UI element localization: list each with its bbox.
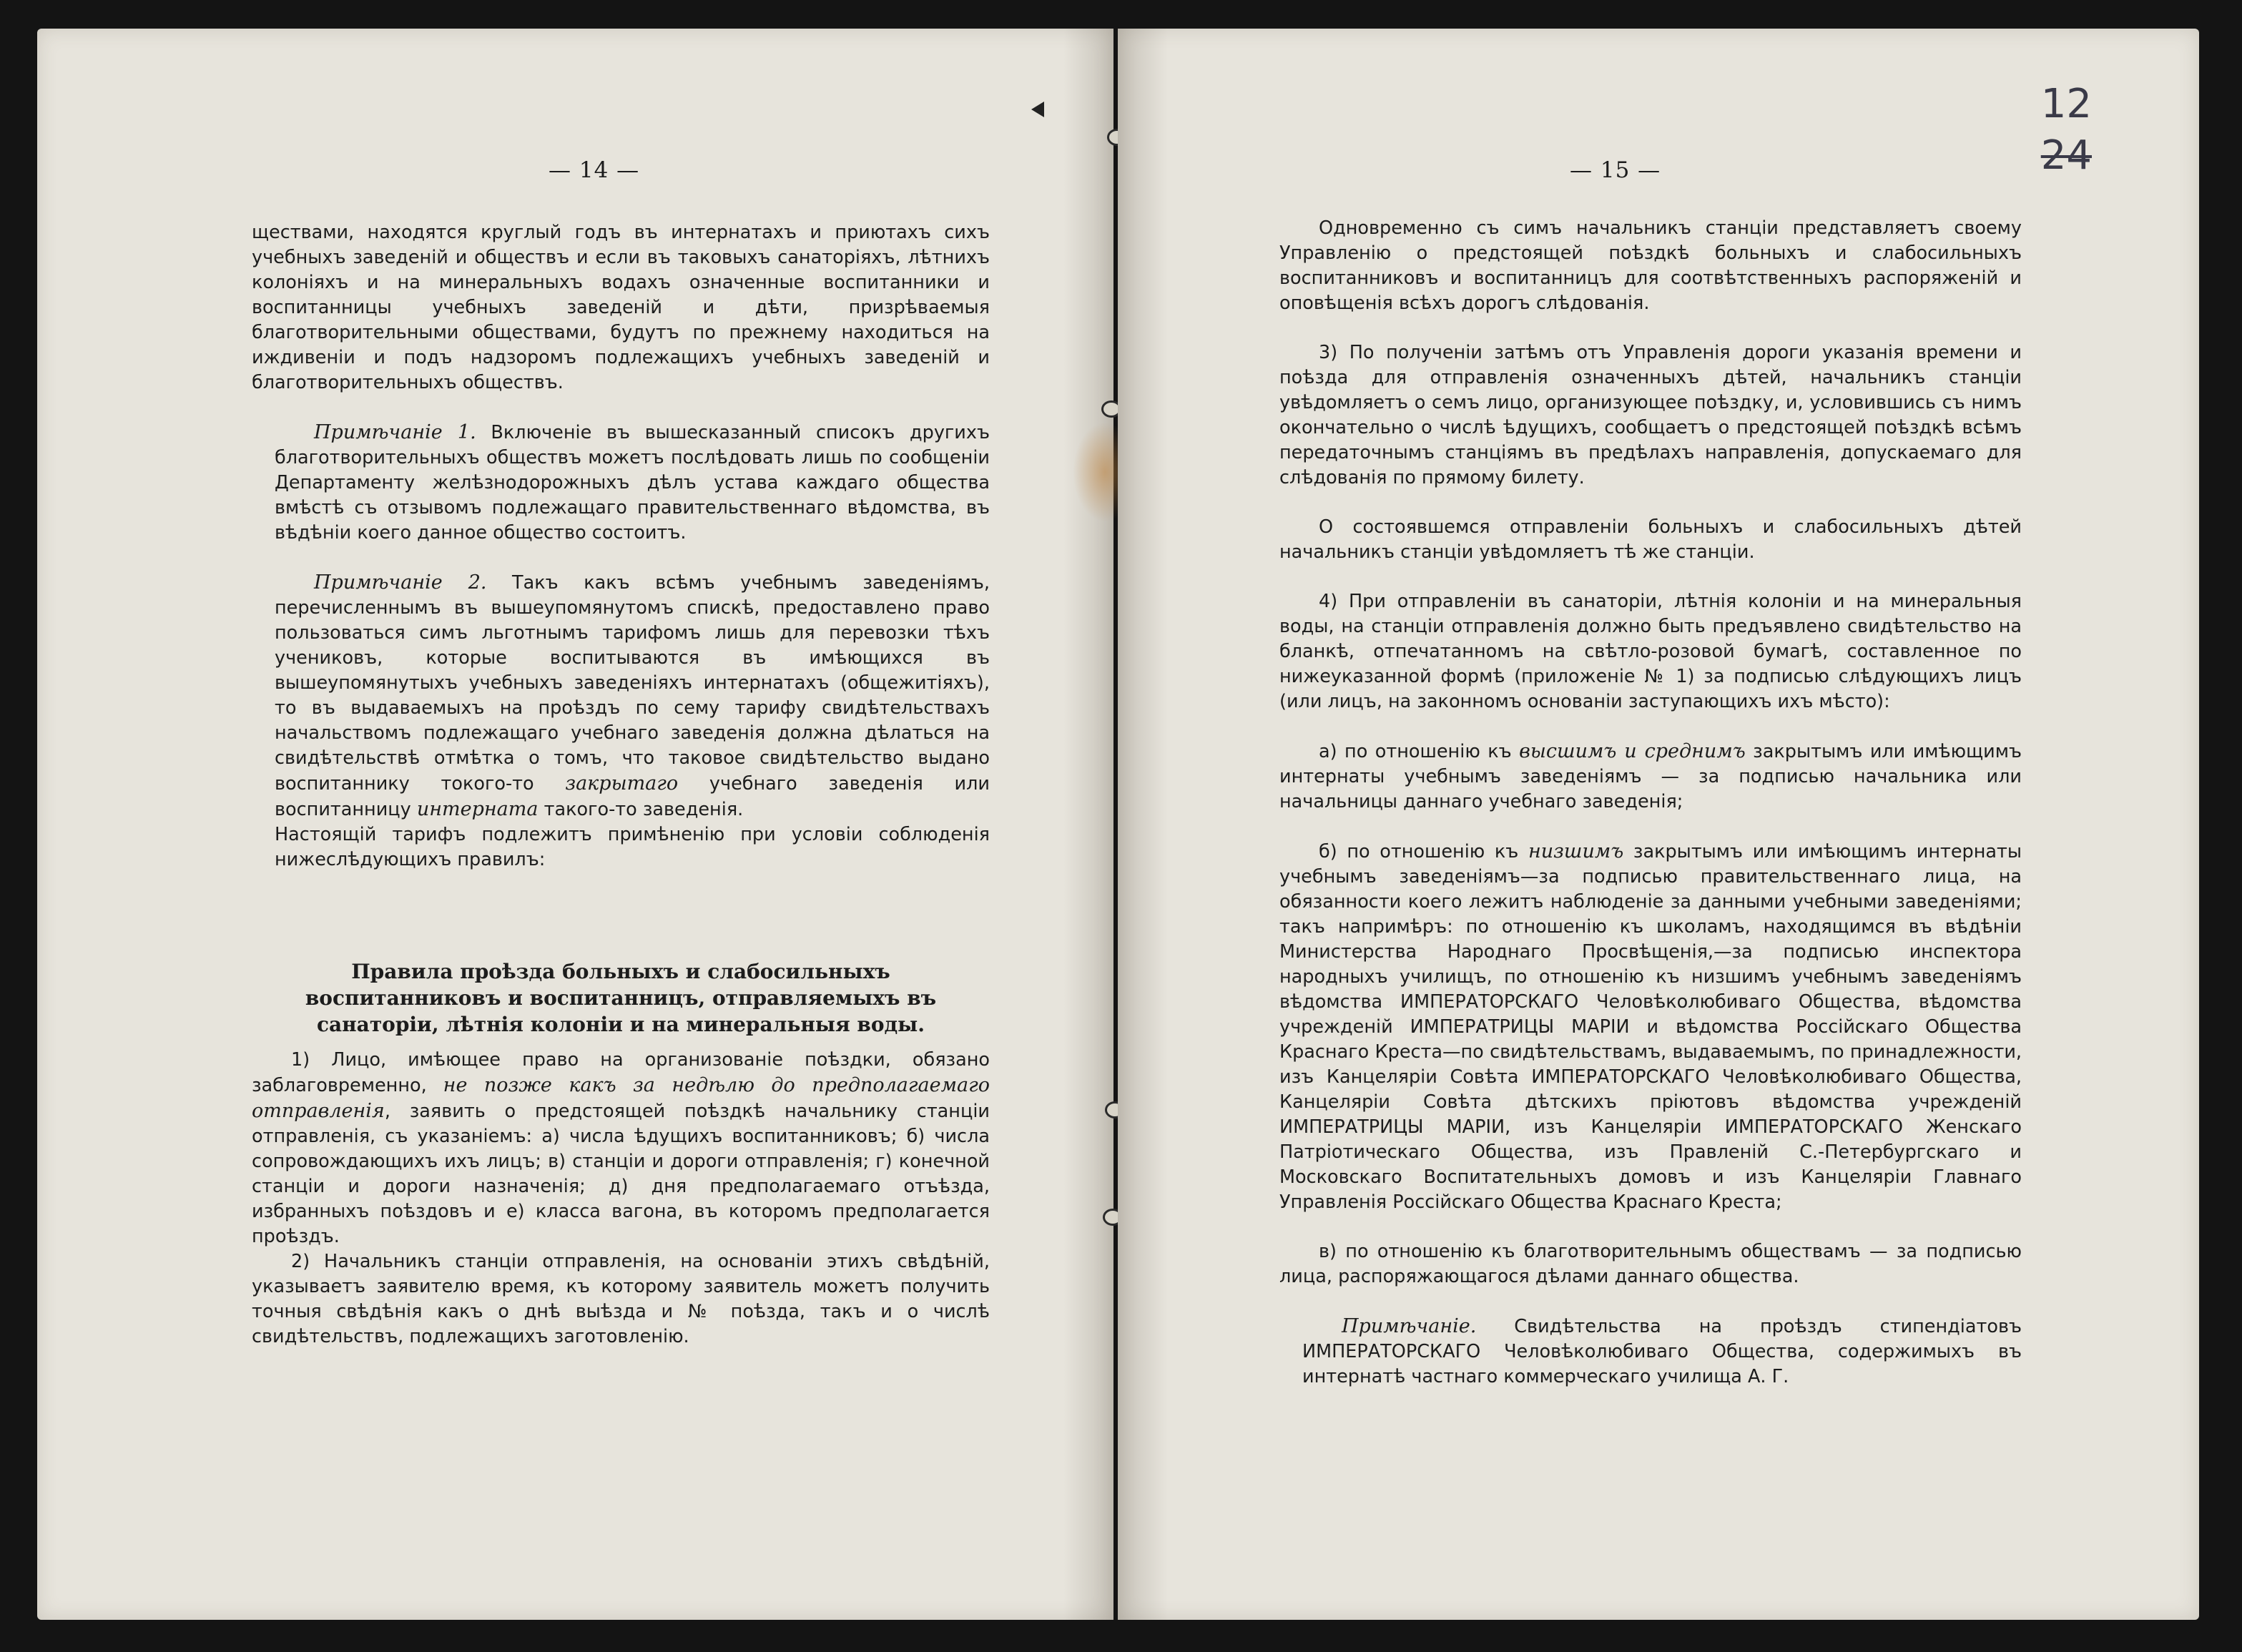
item-b: [1279, 839, 2022, 1215]
page-number-left: — 14 —: [549, 157, 640, 183]
note-2-text: учебнаго заведенія или воспитанницу: [275, 773, 990, 820]
rule-1-text: 1) Лицо, имѣющее право на организованіе поѣздки, обязано заблаговременно,: [252, 1049, 990, 1096]
intro-paragraph: ществами, находятся круглый годъ въ интернатахъ и приютахъ сихъ учебныхъ заведеній и обществъ и если въ таковыхъ санаторіяхъ, лѣтнихъ колоніяхъ и на минеральныхъ водахъ означенные воспитанники и воспитанницы учебныхъ заведеній и дѣти, призрѣваемыя благотворительными обществами, будутъ по прежнему находиться на иждивеніи и подъ надзоромъ подлежащихъ учебныхъ заведеній и благотворительныхъ обществъ.: [252, 222, 990, 393]
note-1-label: Примѣчаніе 1.: [314, 421, 476, 443]
item-c: в) по отношенію къ благотворительнымъ обществамъ — за подписью лица, распоряжающагося дѣлами даннаго общества.: [1279, 1241, 2022, 1287]
rule-1-text: , заявить о предстоящей поѣздкѣ начальнику станціи отправленія, съ указаніемъ: а) числа ѣдущихъ воспитанниковъ; б) числа сопровождающихъ ихъ лицъ; в) станціи и дороги отправленія; г) конечной станціи и дороги назначенія; д) дня предполагаемаго отъѣзда, избранныхъ поѣздовъ и е) класса вагона, въ которомъ предполагается проѣздъ.: [252, 1101, 990, 1247]
rule-1: [252, 1048, 990, 1249]
left-page: [37, 29, 1113, 1620]
paragraph-departure-notice: О состоявшемся отправленіи больныхъ и слабосильныхъ дѣтей начальникъ станціи увѣдомляетъ тѣ же станціи.: [1279, 516, 2022, 563]
right-note-text: Свидѣтельства на проѣздъ стипендіатовъ ИМПЕРАТОРСКАГО Человѣколюбиваго Общества, содержимыхъ въ интернатѣ частнаго коммерческаго училища А. Г.: [1302, 1316, 2022, 1387]
note-2-label: Примѣчаніе 2.: [314, 571, 487, 594]
fold-mark: [1031, 102, 1044, 117]
archival-number-crossed: 24: [2040, 132, 2092, 179]
rule-3: 3) По полученіи затѣмъ отъ Управленія дороги указанія времени и поѣзда для отправленія означенныхъ дѣтей, начальникъ станціи увѣдомляетъ о семъ лицо, организующее поѣздку, и, условившись съ нимъ окончательно о числѣ ѣдущихъ, сообщаетъ о предстоящей поѣздкѣ всѣмъ передаточнымъ станціямъ въ предѣлахъ направленія, допускаемаго для слѣдованія по прямому билету.: [1279, 342, 2022, 488]
archival-number: 12: [2040, 81, 2092, 127]
rule-2: 2) Начальникъ станціи отправленія, на основаніи этихъ свѣдѣній, указываетъ заявителю время, къ которому заявитель можетъ получить точныя свѣдѣнія какъ о днѣ выѣзда и № поѣзда, такъ и о числѣ свидѣтельствъ, подлежащихъ заготовленію.: [252, 1251, 990, 1347]
item-a-text: закрытымъ или имѣющимъ интернаты учебнымъ заведеніямъ — за подписью начальника или начальницы даннаго учебнаго заведенія;: [1279, 741, 2022, 812]
paragraph-notify-administration: Одновременно съ симъ начальникъ станціи представляетъ своему Управленію о предстоящей поѣздкѣ больныхъ и слабосильныхъ воспитанниковъ и воспитанницъ для соотвѣтственныхъ распоряженій и оповѣщенія всѣхъ дорогъ слѣдованія.: [1279, 217, 2022, 314]
note-1: [275, 420, 990, 546]
note-1-text: Включеніе въ вышесказанный списокъ другихъ благотворительныхъ обществъ можетъ послѣдовать лишь по сообщеніи Департаменту желѣзнодорожныхъ дѣлъ устава каждаго общества вмѣстѣ съ отзывомъ подлежащаго правительственнаго вѣдомства, въ вѣдѣніи коего данное общество состоитъ.: [275, 422, 990, 544]
rule-1-emphasis: не позже какъ за недѣлю до предполагаемаго отправленія: [252, 1074, 990, 1122]
gutter-shadow: [1063, 29, 1113, 1620]
item-a-emphasis: высшимъ и среднимъ: [1519, 740, 1746, 762]
note-2: [275, 570, 990, 822]
rules-heading: Правила проѣзда больныхъ и слабосильныхъ воспитанниковъ и воспитанницъ, отправляемыхъ въ санаторіи, лѣтнія колоніи и на минеральныя воды.: [305, 960, 937, 1036]
archival-folio: [2041, 79, 2092, 182]
tariff-sentence: Настоящій тарифъ подлежитъ примѣненію при условіи соблюденія нижеслѣдующихъ правилъ:: [275, 824, 990, 870]
right-page: [1118, 29, 2199, 1620]
left-text-column: [252, 220, 990, 1349]
note-2-emphasis: закрытаго: [565, 772, 679, 795]
note-2-text: такого-то заведенія.: [538, 799, 744, 820]
right-text-column: [1279, 216, 2022, 1390]
gutter-shadow: [1118, 29, 1168, 1620]
item-a-text: а) по отношенію къ: [1319, 741, 1520, 762]
item-b-emphasis: низшимъ: [1528, 840, 1624, 862]
item-b-text: б) по отношенію къ: [1319, 841, 1528, 862]
note-2-emphasis: интерната: [416, 798, 539, 820]
right-note-label: Примѣчаніе.: [1342, 1315, 1477, 1337]
item-b-text: закрытымъ или имѣющимъ интернаты учебнымъ заведеніямъ—за подписью правительственнаго лица, на обязанности коего лежитъ наблюденіе за данными учебными заведеніями; такъ напримѣръ: по отношенію къ школамъ, находящимся въ вѣдѣніи Министерства Народнаго Просвѣщенія,—за подписью инспектора народныхъ училищъ, по отношенію къ низшимъ учебнымъ заведеніямъ вѣдомства ИМПЕРАТОРСКАГО Человѣколюбиваго Общества, вѣдомства учрежденій ИМПЕРАТРИЦЫ МАРІИ и вѣдомства Россійскаго Общества Краснаго Креста—по свидѣтельствамъ, выдаваемымъ, по принадлежности, изъ Канцеляріи Совѣта ИМПЕРАТОРСКАГО Человѣколюбиваго Общества, Канцеляріи Совѣта дѣтскихъ пріютовъ вѣдомства учрежденій ИМПЕРАТРИЦЫ МАРІИ, изъ Канцеляріи ИМПЕРАТОРСКАГО Женскаго Патріотическаго Общества, изъ Правленій С.-Петербургскаго и Московскаго Воспитательныхъ домовъ и изъ Канцеляріи Главнаго Управленія Россійскаго Общества Краснаго Креста;: [1279, 841, 2022, 1213]
rule-4: 4) При отправленіи въ санаторіи, лѣтнія колоніи и на минеральныя воды, на станціи отправленія должно быть предъявлено свидѣтельство на бланкѣ, отпечатанномъ на свѣтло-розовой бумагѣ, составленное по нижеуказанной формѣ (приложеніе № 1) за подписью слѣдующихъ лицъ (или лицъ, на законномъ основаніи заступающихъ ихъ мѣсто):: [1279, 591, 2022, 712]
right-note: [1302, 1314, 2022, 1390]
page-number-right: — 15 —: [1570, 157, 1661, 183]
note-2-text: Такъ какъ всѣмъ учебнымъ заведеніямъ, перечисленнымъ въ вышеупомянутомъ спискѣ, предоставлено право пользоваться симъ льготнымъ тарифомъ лишь для перевозки тѣхъ учениковъ, которые воспитываются въ имѣющихся въ вышеупомянутыхъ учебныхъ заведеніяхъ интернатахъ (общежитіяхъ), то въ выдаваемыхъ на проѣздъ по сему тарифу свидѣтельствахъ начальствомъ подлежащаго учебнаго заведенія должна дѣлаться на свидѣтельствѣ отмѣтка о томъ, что таковое свидѣтельство выдано воспитаннику токого-то: [275, 572, 990, 795]
item-a: [1279, 739, 2022, 815]
